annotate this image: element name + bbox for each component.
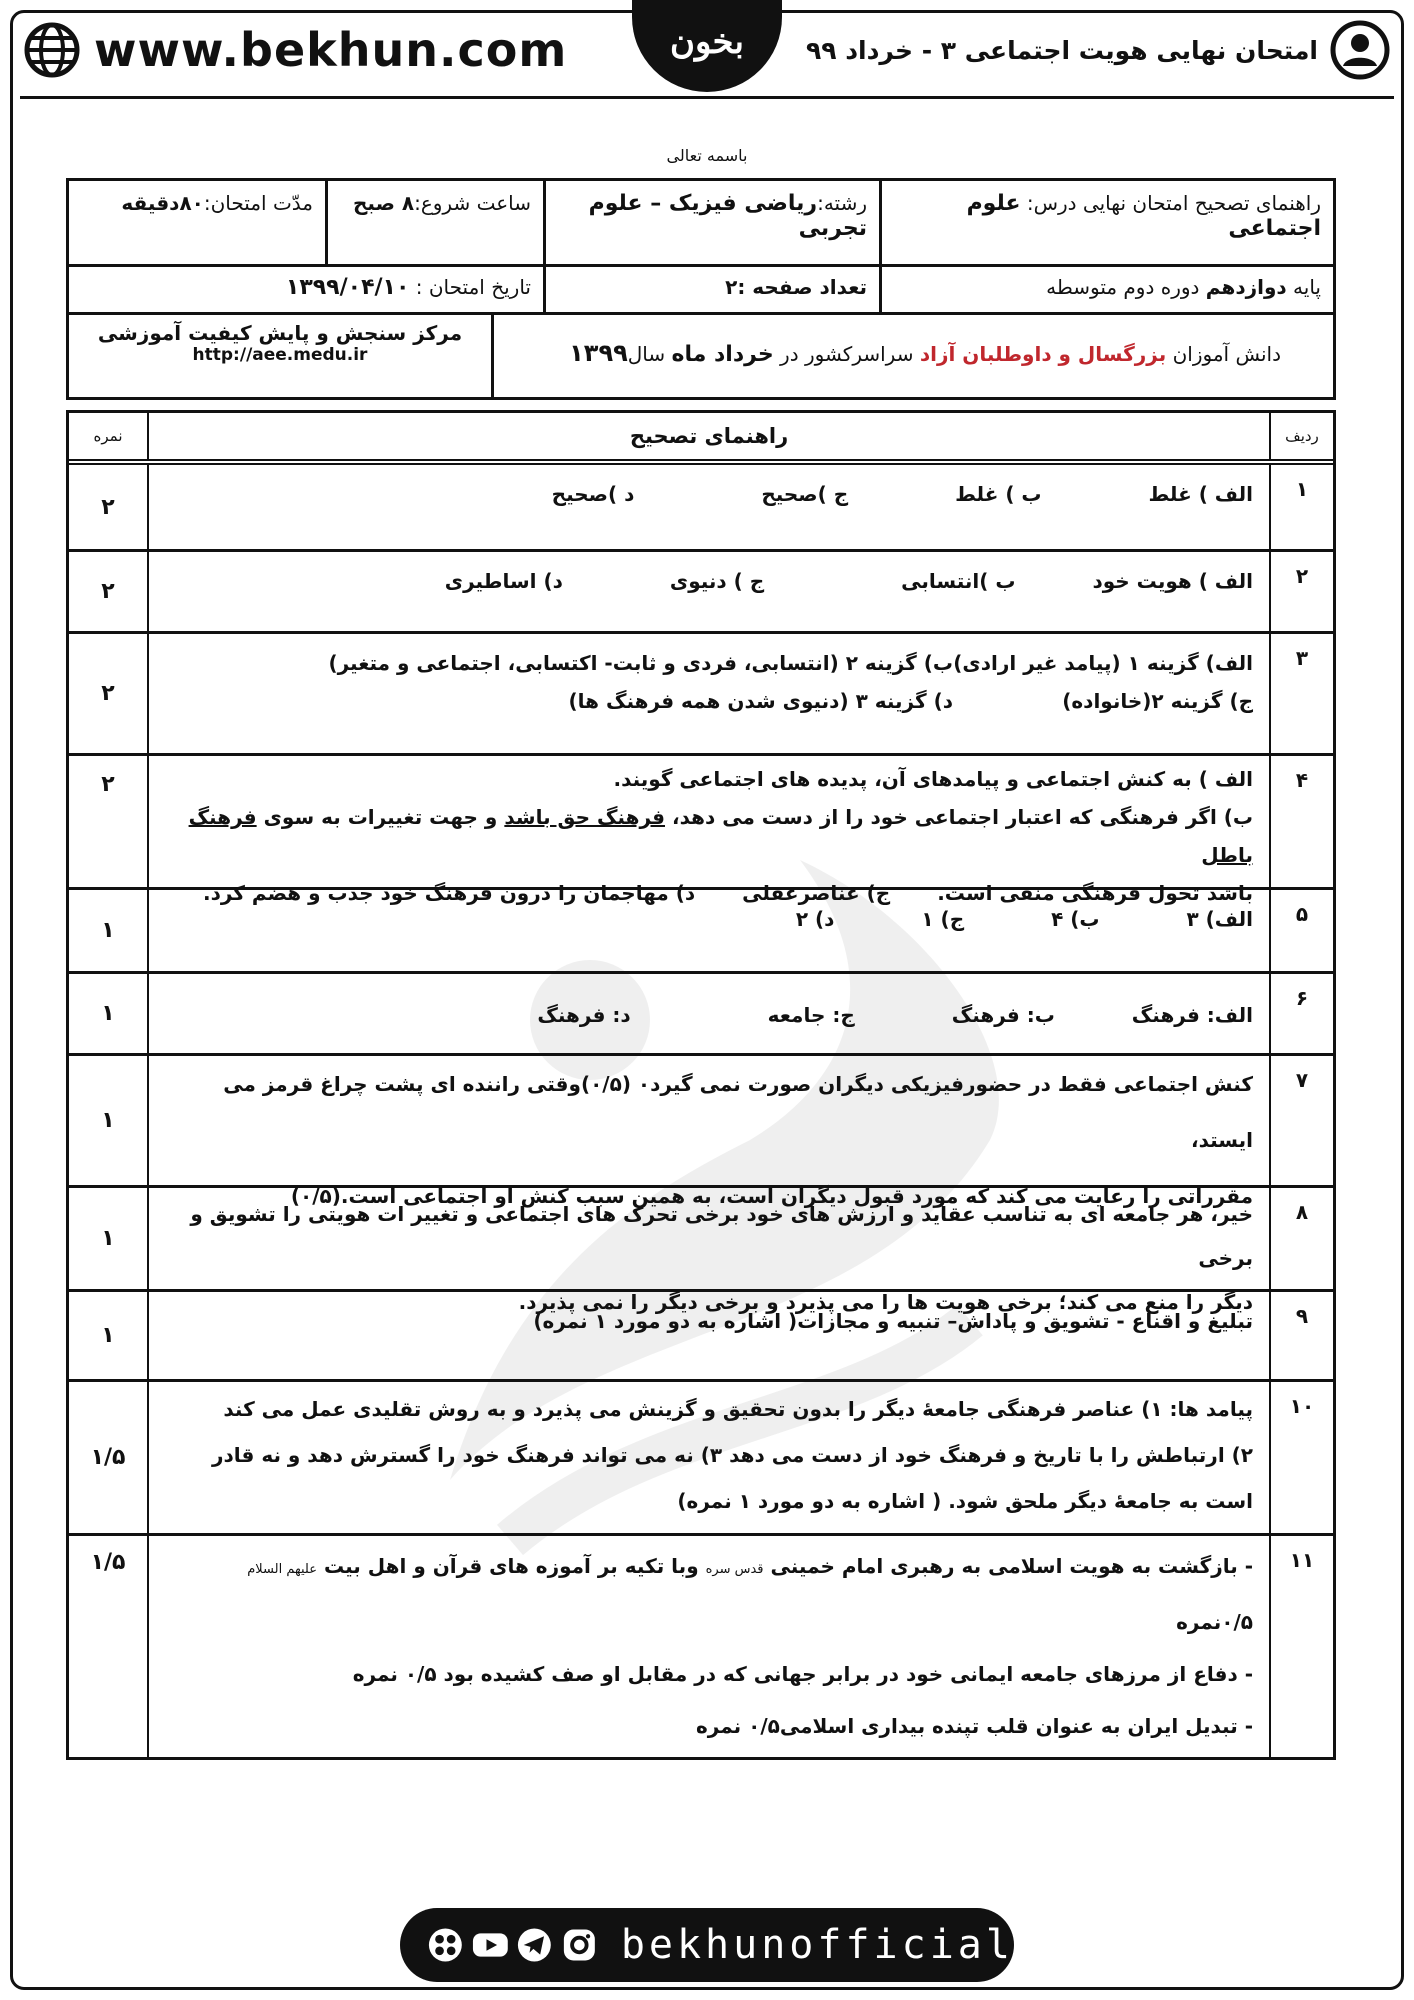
center-cell: مرکز سنجش و پایش کیفیت آموزشی http://aee.medu.ir <box>69 315 491 397</box>
site-url[interactable] <box>24 20 567 80</box>
telegram-icon[interactable] <box>515 1925 554 1965</box>
header-title: راهنمای تصحیح <box>629 424 789 448</box>
info-row-1 <box>69 181 1333 267</box>
students-cell: دانش آموزان بزرگسال و داوطلبان آزاد سراسرکشور در خرداد ماه سال۱۳۹۹ <box>491 315 1333 397</box>
exam-title-text: امتحان نهایی هویت اجتماعی ۳ - خرداد ۹۹ <box>805 35 1318 65</box>
header-divider <box>20 96 1394 99</box>
info-row-3 <box>69 315 1333 397</box>
site-url-text: www.bekhun.com <box>94 23 568 77</box>
start-time-cell: ساعت شروع:۸ صبح <box>325 181 543 264</box>
aparat-icon[interactable] <box>426 1925 465 1965</box>
social-handle[interactable]: bekhunofficial <box>620 1922 1014 1968</box>
exam-title <box>806 18 1390 82</box>
header-index: ردیف <box>1269 413 1333 459</box>
course-cell: راهنمای تصحیح امتحان نهایی درس: علوم اجتماعی <box>879 181 1333 264</box>
duration-cell: مدّت امتحان:۸۰دقیقه <box>121 191 313 215</box>
brand-logo: بخون <box>632 0 782 92</box>
table-row: ۲ الف ) هویت خود ب )انتسابی ج ) دنیوی د) اساطیری ۲ <box>69 549 1333 631</box>
youtube-icon[interactable] <box>471 1925 510 1965</box>
globe-icon <box>24 22 80 78</box>
answer-table <box>66 410 1336 1760</box>
table-row: ۱ الف ) غلط ب ) غلط ج )صحیح د )صحیح ۲ <box>69 459 1333 549</box>
table-row: ۱۱ - بازگشت به هویت اسلامی به رهبری امام خمینی قدس سره وبا تکیه بر آموزه های قرآن و اهل بیت علیهم السلام ۰/۵نمره - دفاع از مرزهای جامعه ایمانی خود در برابر جهانی که در مقابل او صف کشیده بود ۰/۵ نمره - تبدیل ایران به عنوان قلب تپنده بیداری اسلامی۰/۵ نمره ۱/۵ <box>69 1533 1333 1757</box>
table-row: ۶ الف: فرهنگ ب: فرهنگ ج: جامعه د: فرهنگ ۱ <box>69 971 1333 1053</box>
table-row: ۹ تبلیغ و اقناع - تشویق و پاداش– تنبیه و مجازات( اشاره به دو مورد ۱ نمره) ۱ <box>69 1289 1333 1379</box>
table-row: ۳ الف) گزینه ۱ (پیامد غیر ارادی)ب) گزینه ۲ (انتسابی، فردی و ثابت- اکتسابی، اجتماعی و متغیر) ج) گزینه ۲(خانواده)د) گزینه ۳ (دنیوی شدن همه فرهنگ ها) ۲ <box>69 631 1333 753</box>
basmala: باسمه تعالی <box>666 146 748 165</box>
table-header <box>69 413 1333 459</box>
info-row-2 <box>69 267 1333 315</box>
exam-info-table <box>66 178 1336 400</box>
header-score: نمره <box>69 413 149 459</box>
instagram-icon[interactable] <box>560 1925 599 1965</box>
table-row: ۷ کنش اجتماعی فقط در حضورفیزیکی دیگران صورت نمی گیرد۰ (۰/۵)وقتی راننده ای پشت چراغ قرمز می ایستد، مقرراتی را رعایت می کند که مورد قبول دیگران است، به همین سبب کنش او اجتماعی است.(۰/۵) ۱ <box>69 1053 1333 1185</box>
center-url[interactable]: http://aee.medu.ir <box>192 345 368 365</box>
pages-cell: تعداد صفحه :۲ <box>543 267 879 312</box>
user-icon <box>1330 20 1390 80</box>
table-row: ۴ الف ) به کنش اجتماعی و پیامدهای آن، پدیده های اجتماعی گویند. ب) اگر فرهنگی که اعتبار اجتماعی خود را از دست می دهد، فرهنگ حق باشد و جهت تغییرات به سوی فرهنگ باطل باشد تحول فرهنگی منفی است. ج) عناصرعقلی د) مهاجمان را درون فرهنگ خود جذب و هضم کرد. ۲ <box>69 753 1333 887</box>
field-cell: رشته:ریاضی فیزیک – علوم تجربی <box>543 181 879 264</box>
grade-cell: پایه دوازدهم دوره دوم متوسطه <box>879 267 1333 312</box>
social-footer <box>400 1908 1014 1982</box>
date-cell: تاریخ امتحان : ۱۳۹۹/۰۴/۱۰ <box>285 275 531 300</box>
table-row: ۱۰ پیامد ها: ۱) عناصر فرهنگی جامعهٔ دیگر را بدون تحقیق و گزینش می پذیرد و به روش تقلیدی عمل می کند ۲) ارتباطش را با تاریخ و فرهنگ خود از دست می دهد ۳) نه می تواند فرهنگ خود را گسترش دهد و نه قادر است به جامعهٔ دیگر ملحق شود. ( اشاره به دو مورد ۱ نمره) ۱/۵ <box>69 1379 1333 1533</box>
table-row: ۸ خیر، هر جامعه ای به تناسب عقاید و ارزش های خود برخی تحرک های اجتماعی و تغییر ات هویتی را تشویق و برخی دیگر را منع می کند؛ برخی هویت ها را می پذیرد و برخی دیگر را نمی پذیرد. ۱ <box>69 1185 1333 1289</box>
table-row: ۵ الف) ۳ ب) ۴ ج) ۱ د) ۲ ۱ <box>69 887 1333 971</box>
